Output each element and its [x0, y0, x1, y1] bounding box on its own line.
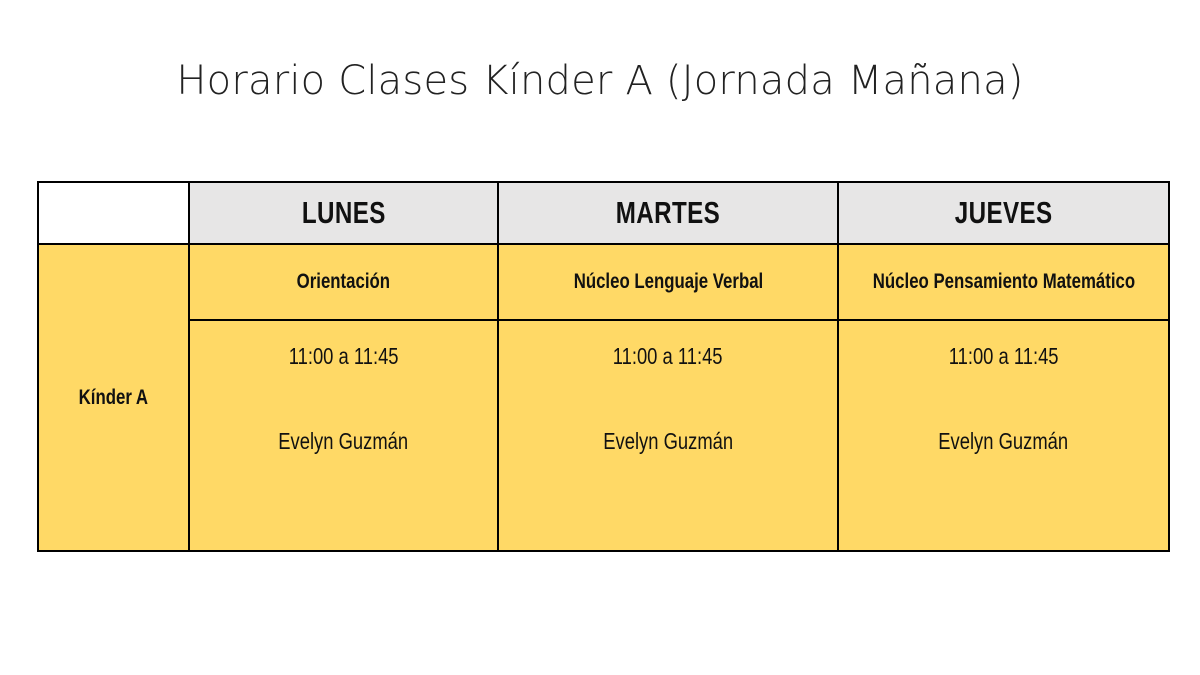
table-header-row — [38, 182, 1169, 244]
table-row — [38, 244, 1169, 320]
subject-label: Núcleo Pensamiento Matemático — [872, 270, 1135, 293]
subject-label: Orientación — [296, 270, 391, 293]
subject-cell-martes — [498, 244, 838, 320]
detail-cell-lunes — [189, 320, 498, 551]
teacher-name: Evelyn Guzmán — [938, 428, 1069, 454]
class-time: 11:00 a 11:45 — [948, 343, 1059, 369]
day-header-jueves — [838, 182, 1169, 244]
group-label-cell — [38, 244, 189, 551]
day-header-label: MARTES — [615, 195, 721, 230]
day-header-martes — [498, 182, 838, 244]
class-time: 11:00 a 11:45 — [288, 343, 399, 369]
group-label: Kínder A — [78, 385, 149, 409]
teacher-name: Evelyn Guzmán — [278, 428, 409, 454]
detail-cell-martes — [498, 320, 838, 551]
class-time: 11:00 a 11:45 — [613, 343, 723, 369]
subject-cell-jueves — [838, 244, 1169, 320]
day-header-lunes — [189, 182, 498, 244]
detail-cell-jueves — [838, 320, 1169, 551]
schedule-table — [37, 181, 1170, 552]
day-header-label: LUNES — [301, 195, 386, 230]
subject-label: Núcleo Lenguaje Verbal — [573, 270, 763, 293]
page-title: Horario Clases Kínder A (Jornada Mañana) — [176, 58, 1024, 104]
teacher-name: Evelyn Guzmán — [603, 428, 733, 454]
corner-cell — [38, 182, 189, 244]
table-row — [38, 320, 1169, 551]
day-header-label: JUEVES — [954, 195, 1053, 230]
subject-cell-lunes — [189, 244, 498, 320]
